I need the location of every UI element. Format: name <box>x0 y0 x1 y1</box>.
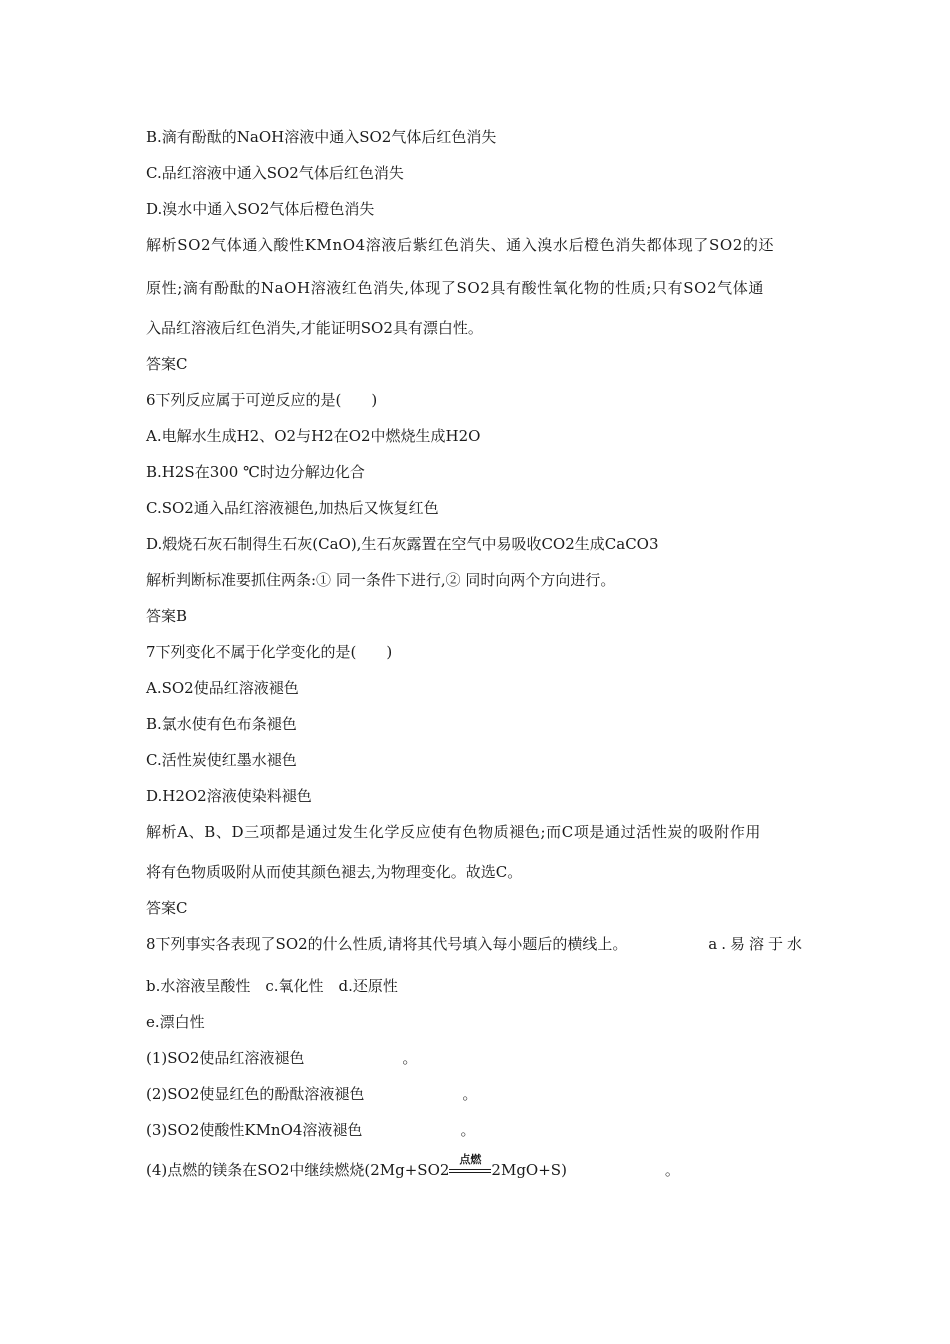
q8-item-1-row <box>146 1048 417 1068</box>
q5-answer: 答案C <box>146 355 188 373</box>
q7-option-d: D.H2O2溶液使染料褪色 <box>146 787 312 805</box>
q6-option-c: C.SO2通入品红溶液褪色,加热后又恢复红色 <box>146 499 439 517</box>
q6-analysis: 解析判断标准要抓住两条:① 同一条件下进行,② 同时向两个方向进行。 <box>146 571 616 589</box>
q8-item-2-row <box>146 1084 477 1104</box>
q7-answer: 答案C <box>146 899 188 917</box>
q5-option-d: D.溴水中通入SO2气体后橙色消失 <box>146 200 375 218</box>
q6-answer: 答案B <box>146 607 188 625</box>
q8-item-4-row <box>146 1153 680 1180</box>
q8-option-a: a.易溶于水 <box>708 935 806 953</box>
q6-stem: 6下列反应属于可逆反应的是( ) <box>146 391 378 409</box>
q8-stem: 8下列事实各表现了SO2的什么性质,请将其代号填入每小题后的横线上。 <box>146 935 628 953</box>
q8-item-2: (2)SO2使显红色的酚酞溶液褪色 <box>146 1085 365 1103</box>
q7-option-c: C.活性炭使红墨水褪色 <box>146 751 297 769</box>
reaction-condition: 点燃 <box>459 1153 482 1166</box>
q8-options-bcd: b.水溶液呈酸性 c.氧化性 d.还原性 <box>146 977 398 995</box>
q8-item-4-products: 2MgO+S) <box>491 1161 567 1179</box>
period: 。 <box>460 1121 476 1139</box>
q6-option-a: A.电解水生成H2、O2与H2在O2中燃烧生成H2O <box>146 427 481 445</box>
q7-option-b: B.氯水使有色布条褪色 <box>146 715 297 733</box>
q8-item-1: (1)SO2使品红溶液褪色 <box>146 1049 305 1067</box>
q7-option-a: A.SO2使品红溶液褪色 <box>146 679 299 697</box>
q8-stem-row <box>146 934 806 954</box>
q6-option-b: B.H2S在300 ℃时边分解边化合 <box>146 463 365 481</box>
q8-option-e: e.漂白性 <box>146 1013 205 1031</box>
period: 。 <box>462 1085 478 1103</box>
q7-analysis-line-1: 解析A、B、D三项都是通过发生化学反应使有色物质褪色;而C项是通过活性炭的吸附作用 <box>146 823 762 841</box>
q8-item-3: (3)SO2使酸性KMnO4溶液褪色 <box>146 1121 363 1139</box>
period: 。 <box>402 1049 418 1067</box>
q5-analysis-line-1: 解析SO2气体通入酸性KMnO4溶液后紫红色消失、通入溴水后橙色消失都体现了SO2的还 <box>146 236 775 254</box>
q7-analysis-line-2: 将有色物质吸附从而使其颜色褪去,为物理变化。故选C。 <box>146 863 523 881</box>
q5-analysis-line-3: 入品红溶液后红色消失,才能证明SO2具有漂白性。 <box>146 319 483 337</box>
reaction-equals-sign <box>449 1153 491 1180</box>
q5-analysis-line-2: 原性;滴有酚酞的NaOH溶液红色消失,体现了SO2具有酸性氧化物的性质;只有SO2气体通 <box>146 279 764 297</box>
q8-item-4-reactants: (4)点燃的镁条在SO2中继续燃烧(2Mg+SO2 <box>146 1161 450 1179</box>
q5-option-c: C.品红溶液中通入SO2气体后红色消失 <box>146 164 404 182</box>
q7-stem: 7下列变化不属于化学变化的是( ) <box>146 643 393 661</box>
q6-option-d: D.煅烧石灰石制得生石灰(CaO),生石灰露置在空气中易吸收CO2生成CaCO3 <box>146 535 659 553</box>
period: 。 <box>664 1161 680 1179</box>
q8-item-3-row <box>146 1120 475 1140</box>
q5-option-b: B.滴有酚酞的NaOH溶液中通入SO2气体后红色消失 <box>146 128 497 146</box>
